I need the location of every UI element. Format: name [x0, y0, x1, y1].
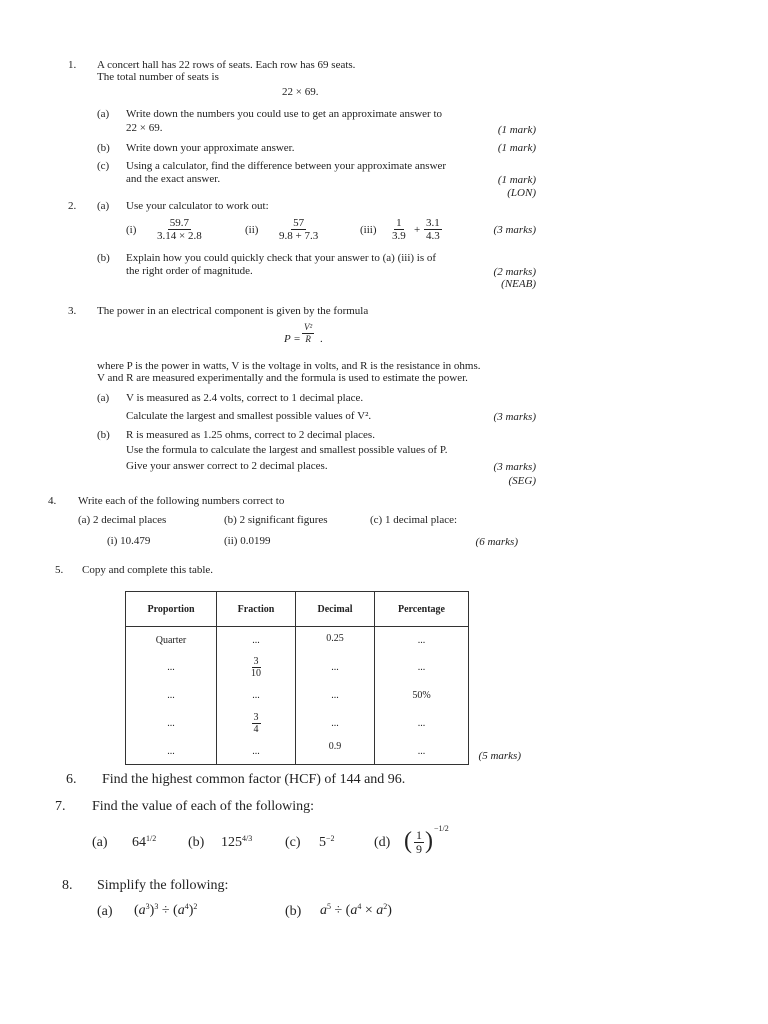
table-cell: ...	[126, 739, 217, 765]
q2a-iii-denominator2: 4.3	[426, 230, 440, 242]
table-row	[126, 709, 469, 739]
q2a-iii-denominator1: 3.9	[392, 230, 406, 242]
q3-intro: The power in an electrical component is given by the formula	[97, 305, 369, 317]
table-cell: ...	[217, 627, 296, 653]
q7b-exponent: 4/3	[242, 834, 253, 843]
q1b-text: Write down your approximate answer.	[126, 142, 295, 154]
q1a-line1: Write down the numbers you could use to get an approximate answer to	[126, 108, 443, 120]
q1b-label: (b)	[97, 142, 110, 154]
q5-intro: Copy and complete this table.	[82, 564, 214, 576]
q2a-iii-numerator2: 3.1	[426, 217, 440, 229]
q7c-base: 5	[319, 835, 326, 850]
q7d-exponent: −1/2	[434, 824, 449, 833]
q7c-expression	[319, 834, 335, 851]
q8a-label: (a)	[97, 904, 113, 919]
q1-expression: 22 × 69.	[282, 86, 319, 98]
q7b-label: (b)	[188, 835, 205, 850]
q1a-line2: 22 × 69.	[126, 122, 163, 134]
q2a-text: Use your calculator to work out:	[126, 200, 269, 212]
q2b-label: (b)	[97, 252, 110, 264]
q1c-label: (c)	[97, 160, 110, 172]
q2b-mark: (2 marks)	[493, 266, 536, 278]
table-cell: ...	[296, 709, 375, 739]
fraction-3-4	[252, 712, 261, 735]
table-cell: ...	[375, 709, 469, 739]
q1-line1: A concert hall has 22 rows of seats. Each row has 69 seats.	[97, 59, 356, 71]
q1-source: (LON)	[507, 187, 536, 199]
q7d-left-paren: (	[404, 828, 412, 854]
q7a-exponent: 1/2	[146, 834, 157, 843]
q7b-expression	[221, 834, 252, 851]
q7d-right-paren: )	[425, 828, 433, 854]
q2a-ii-label: (ii)	[245, 224, 259, 236]
q2a-ii-fraction	[277, 217, 320, 242]
q5-mark: (5 marks)	[478, 750, 521, 762]
q4-option-c: (c) 1 decimal place:	[370, 514, 458, 526]
q3b-label: (b)	[97, 429, 110, 441]
fraction-numerator: 3	[253, 656, 259, 667]
q3a-line1: V is measured as 2.4 volts, correct to 1 decimal place.	[126, 392, 364, 404]
q2b-line2: the right order of magnitude.	[126, 265, 253, 277]
q8-text: Simplify the following:	[97, 878, 229, 893]
q4-intro: Write each of the following numbers correct to	[78, 495, 285, 507]
fraction-3-10	[251, 656, 261, 679]
q3-formula-denominator: R	[305, 334, 311, 344]
table-cell: ...	[375, 653, 469, 683]
q2a-i-label: (i)	[126, 224, 137, 236]
table-row	[126, 739, 469, 765]
q3a-mark: (3 marks)	[493, 411, 536, 423]
q2a-ii-numerator: 57	[293, 217, 305, 229]
q1b-mark: (1 mark)	[497, 142, 536, 154]
q6-number: 6.	[66, 772, 77, 787]
q3a-line2: Calculate the largest and smallest possible values of V².	[126, 410, 372, 422]
q4-number-ii: (ii) 0.0199	[224, 535, 271, 547]
table-cell: ...	[126, 709, 217, 739]
q3-formula-numerator: V²	[304, 322, 313, 332]
q1c-line2: and the exact answer.	[126, 173, 221, 185]
q2a-iii-fraction2	[424, 217, 442, 242]
table-header-proportion: Proportion	[126, 592, 217, 627]
q5-number: 5.	[55, 564, 64, 576]
q4-mark: (6 marks)	[475, 536, 518, 548]
q2a-iii-numerator1: 1	[396, 217, 402, 229]
proportion-table	[125, 591, 469, 765]
table-cell: ...	[296, 653, 375, 683]
table-cell: 0.9	[296, 739, 375, 765]
q7a-expression	[132, 834, 156, 851]
q2-source: (NEAB)	[501, 278, 536, 290]
q4-number: 4.	[48, 495, 57, 507]
q3-number: 3.	[68, 305, 77, 317]
table-cell-fraction	[217, 709, 296, 739]
q4-option-a: (a) 2 decimal places	[78, 514, 167, 526]
q2a-mark: (3 marks)	[493, 224, 536, 236]
q7-text: Find the value of each of the following:	[92, 799, 314, 814]
q3a-label: (a)	[97, 392, 110, 404]
table-header-row	[126, 592, 469, 627]
q2a-iii-fraction1	[390, 217, 408, 242]
table-cell: ...	[126, 653, 217, 683]
q2a-ii-denominator: 9.8 + 7.3	[279, 230, 319, 242]
q2a-i-numerator: 59.7	[169, 217, 189, 229]
q8b-label: (b)	[285, 904, 302, 919]
q7a-label: (a)	[92, 835, 108, 850]
q8a-expression: $(a^3)^3 \div (a^4)^2$	[134, 902, 198, 918]
q6-text: Find the highest common factor (HCF) of 144 and 96.	[102, 772, 406, 787]
table-row	[126, 683, 469, 709]
q3-where-line1: where P is the power in watts, V is the voltage in volts, and R is the resistance in ohms.	[97, 360, 481, 372]
q3-formula-fraction	[302, 322, 314, 345]
q2a-label: (a)	[97, 200, 110, 212]
q4-number-i: (i) 10.479	[107, 535, 151, 547]
q3-formula-end: .	[320, 333, 323, 345]
q3b-mark: (3 marks)	[493, 461, 536, 473]
q2a-iii-plus: +	[414, 224, 421, 236]
q3b-line1: R is measured as 1.25 ohms, correct to 2 decimal places.	[126, 429, 375, 441]
table-cell: ...	[217, 683, 296, 709]
q7-number: 7.	[55, 799, 66, 814]
table-header-decimal: Decimal	[296, 592, 375, 627]
table-header-fraction: Fraction	[217, 592, 296, 627]
q8b-expression: $a^5 \div (a^4 \times a^2)$	[320, 902, 392, 918]
q4-option-b: (b) 2 significant figures	[224, 514, 328, 526]
fraction-numerator: 3	[253, 712, 259, 723]
table-row	[126, 627, 469, 653]
q7d-label: (d)	[374, 835, 391, 850]
fraction-denominator: 10	[251, 668, 261, 679]
table-row	[126, 653, 469, 683]
table-header-percentage: Percentage	[375, 592, 469, 627]
q3-where-line2: V and R are measured experimentally and the formula is used to estimate the power.	[97, 372, 468, 384]
q3b-line2: Use the formula to calculate the largest and smallest possible values of P.	[126, 444, 448, 456]
table-cell: ...	[375, 739, 469, 765]
q1a-mark: (1 mark)	[497, 124, 536, 136]
table-cell: ...	[217, 739, 296, 765]
table-cell-fraction	[217, 653, 296, 683]
table-cell: ...	[126, 683, 217, 709]
q7d-numerator: 1	[416, 828, 422, 842]
q1-number: 1.	[68, 59, 77, 71]
q2a-i-denominator: 3.14 × 2.8	[157, 230, 202, 242]
table-cell: 0.25	[296, 627, 375, 653]
q2a-i-fraction	[155, 217, 204, 242]
q1c-mark: (1 mark)	[497, 174, 536, 186]
q7a-base: 64	[132, 835, 146, 850]
fraction-denominator: 4	[253, 724, 259, 735]
q1a-label: (a)	[97, 108, 110, 120]
table-cell: ...	[375, 627, 469, 653]
q2b-line1: Explain how you could quickly check that your answer to (a) (iii) is of	[126, 252, 437, 264]
table-cell: 50%	[375, 683, 469, 709]
q7c-exponent: −2	[326, 834, 335, 843]
q1-line2: The total number of seats is	[97, 71, 219, 83]
q2a-iii-label: (iii)	[360, 224, 377, 236]
q7d-denominator: 9	[416, 842, 422, 856]
q3b-line3: Give your answer correct to 2 decimal places.	[126, 460, 328, 472]
q7c-label: (c)	[285, 835, 301, 850]
q2-number: 2.	[68, 200, 77, 212]
q7b-base: 125	[221, 835, 242, 850]
q1c-line1: Using a calculator, find the difference between your approximate answer	[126, 160, 447, 172]
table-cell: Quarter	[126, 627, 217, 653]
table-cell: ...	[296, 683, 375, 709]
q3-formula-lhs: P =	[284, 333, 301, 345]
q3-source: (SEG)	[508, 475, 536, 487]
q8-number: 8.	[62, 878, 73, 893]
q7d-fraction	[414, 829, 424, 856]
